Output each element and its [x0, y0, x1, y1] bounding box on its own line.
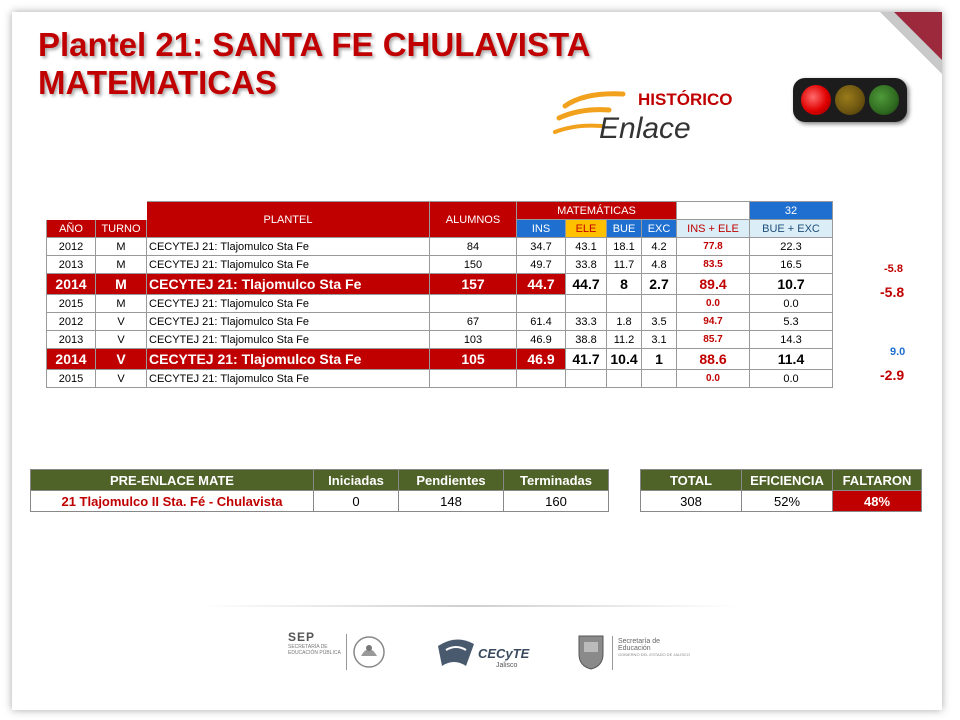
table-row [47, 313, 833, 331]
logo-divider [346, 634, 347, 670]
secretaria-line-3: GOBIERNO DEL ESTADO DE JALISCO [618, 652, 691, 657]
eficiencia-header: EFICIENCIA [742, 470, 833, 491]
exc-cell [642, 370, 677, 388]
sep-logo-sub1: SECRETARÍA DE [288, 644, 328, 650]
bue-exc-cell: 11.4 [750, 349, 833, 370]
header-alumnos: ALUMNOS [430, 202, 517, 238]
alumnos-cell [430, 370, 517, 388]
terminadas-header: Terminadas [504, 470, 609, 491]
exc-cell: 3.5 [642, 313, 677, 331]
ele-cell: 41.7 [566, 349, 607, 370]
terminadas-value: 160 [504, 491, 609, 512]
plantel-cell: CECYTEJ 21: Tlajomulco Sta Fe [147, 238, 430, 256]
turno-cell: V [96, 331, 147, 349]
bue-exc-cell: 0.0 [750, 295, 833, 313]
table-row [47, 238, 833, 256]
total-value: 308 [641, 491, 742, 512]
bue-cell: 8 [607, 274, 642, 295]
pre-enlace-header: PRE-ENLACE MATE [31, 470, 314, 491]
bue-cell: 11.2 [607, 331, 642, 349]
anio-cell: 2012 [47, 238, 96, 256]
exc-cell: 2.7 [642, 274, 677, 295]
historico-label: HISTÓRICO [638, 90, 733, 109]
faltaron-header: FALTARON [833, 470, 922, 491]
historic-results-table [46, 201, 833, 388]
secretaria-educacion-logo [618, 638, 690, 657]
side-difference-value: -5.8 [884, 263, 903, 275]
exc-cell: 4.2 [642, 238, 677, 256]
traffic-light-green [869, 85, 899, 115]
plantel-cell: CECYTEJ 21: Tlajomulco Sta Fe [147, 313, 430, 331]
anio-cell: 2014 [47, 274, 96, 295]
bue-cell [607, 370, 642, 388]
sep-logo-text: SEP [288, 630, 316, 644]
total-header: TOTAL [641, 470, 742, 491]
ele-cell: 33.8 [566, 256, 607, 274]
bue-exc-cell: 16.5 [750, 256, 833, 274]
plantel-cell: CECYTEJ 21: Tlajomulco Sta Fe [147, 256, 430, 274]
anio-cell: 2013 [47, 331, 96, 349]
exc-cell: 4.8 [642, 256, 677, 274]
side-difference-value: -2.9 [880, 367, 905, 383]
traffic-light-red [801, 85, 831, 115]
title-line-1: Plantel 21: SANTA FE CHULAVISTA [38, 26, 591, 63]
turno-cell: V [96, 370, 147, 388]
header-ins-ele: INS + ELE [677, 220, 750, 238]
turno-cell: V [96, 313, 147, 331]
turno-cell: M [96, 274, 147, 295]
header-plantel: PLANTEL [147, 202, 430, 238]
anio-cell: 2014 [47, 349, 96, 370]
ins-cell: 44.7 [517, 274, 566, 295]
ins-cell: 49.7 [517, 256, 566, 274]
secretaria-line-2: Educación [618, 645, 651, 652]
sep-logo [288, 630, 341, 656]
table-row [47, 274, 833, 295]
ins-cell: 46.9 [517, 349, 566, 370]
turno-cell: M [96, 238, 147, 256]
anio-cell: 2013 [47, 256, 96, 274]
ins-ele-cell: 88.6 [677, 349, 750, 370]
header-bue: BUE [607, 220, 642, 238]
ins-cell: 61.4 [517, 313, 566, 331]
exc-cell: 1 [642, 349, 677, 370]
bue-cell: 18.1 [607, 238, 642, 256]
anio-cell: 2015 [47, 370, 96, 388]
cecyte-jalisco-text: Jalisco [496, 662, 518, 669]
turno-cell: V [96, 349, 147, 370]
faltaron-value: 48% [833, 491, 922, 512]
bue-exc-cell: 14.3 [750, 331, 833, 349]
table-row [47, 295, 833, 313]
table-row [47, 370, 833, 388]
mexico-seal-icon [352, 634, 386, 670]
page-title [38, 26, 591, 102]
ele-cell [566, 295, 607, 313]
ins-ele-cell: 89.4 [677, 274, 750, 295]
header-exc: EXC [642, 220, 677, 238]
header-matematicas: MATEMÁTICAS [517, 202, 677, 220]
bue-exc-cell: 0.0 [750, 370, 833, 388]
turno-cell: M [96, 295, 147, 313]
ins-ele-cell: 85.7 [677, 331, 750, 349]
header-ele: ELE [566, 220, 607, 238]
title-line-2: MATEMATICAS [38, 64, 277, 101]
anio-cell: 2015 [47, 295, 96, 313]
header-bue-exc: BUE + EXC [750, 220, 833, 238]
ins-ele-cell: 0.0 [677, 295, 750, 313]
alumnos-cell: 67 [430, 313, 517, 331]
plantel-cell: CECYTEJ 21: Tlajomulco Sta Fe [147, 331, 430, 349]
bue-cell: 10.4 [607, 349, 642, 370]
header-turno: TURNO [96, 220, 147, 238]
alumnos-cell: 105 [430, 349, 517, 370]
pendientes-value: 148 [399, 491, 504, 512]
alumnos-cell [430, 295, 517, 313]
ins-cell: 46.9 [517, 331, 566, 349]
alumnos-cell: 103 [430, 331, 517, 349]
side-difference-value: -5.8 [880, 284, 905, 300]
historic-table-body [47, 238, 833, 388]
bue-cell [607, 295, 642, 313]
exc-cell: 3.1 [642, 331, 677, 349]
ins-cell [517, 370, 566, 388]
ins-ele-cell: 77.8 [677, 238, 750, 256]
header-count: 32 [750, 202, 833, 220]
plantel-cell: CECYTEJ 21: Tlajomulco Sta Fe [147, 370, 430, 388]
ins-ele-cell: 83.5 [677, 256, 750, 274]
eficiencia-value: 52% [742, 491, 833, 512]
bue-exc-cell: 10.7 [750, 274, 833, 295]
logo-divider-2 [612, 636, 613, 670]
bue-exc-cell: 5.3 [750, 313, 833, 331]
ele-cell: 38.8 [566, 331, 607, 349]
ins-cell [517, 295, 566, 313]
traffic-light-amber [835, 85, 865, 115]
iniciadas-header: Iniciadas [314, 470, 399, 491]
anio-cell: 2012 [47, 313, 96, 331]
enlace-logo-text: Enlace [599, 112, 691, 145]
jalisco-coat-of-arms-icon [576, 632, 606, 670]
plantel-cell: CECYTEJ 21: Tlajomulco Sta Fe [147, 295, 430, 313]
alumnos-cell: 150 [430, 256, 517, 274]
bue-cell: 1.8 [607, 313, 642, 331]
plantel-cell: CECYTEJ 21: Tlajomulco Sta Fe [147, 349, 430, 370]
ele-cell: 44.7 [566, 274, 607, 295]
iniciadas-value: 0 [314, 491, 399, 512]
header-ins: INS [517, 220, 566, 238]
sep-logo-sub2: EDUCACIÓN PÚBLICA [288, 650, 341, 656]
plantel-cell: CECYTEJ 21: Tlajomulco Sta Fe [147, 274, 430, 295]
bue-exc-cell: 22.3 [750, 238, 833, 256]
header-anio: AÑO [47, 220, 96, 238]
secretaria-line-1: Secretaría de [618, 638, 661, 645]
totals-table [640, 469, 922, 512]
cecyte-logo-icon [436, 636, 476, 670]
bue-cell: 11.7 [607, 256, 642, 274]
page-corner-fold [880, 12, 942, 74]
pre-enlace-table [30, 469, 609, 512]
ins-ele-cell: 0.0 [677, 370, 750, 388]
footer-divider [200, 605, 740, 607]
pendientes-header: Pendientes [399, 470, 504, 491]
turno-cell: M [96, 256, 147, 274]
plantel-name: 21 Tlajomulco II Sta. Fé - Chulavista [31, 491, 314, 512]
table-row [47, 349, 833, 370]
table-row [47, 331, 833, 349]
ele-cell: 33.3 [566, 313, 607, 331]
cecyte-logo-text: CECyTE [478, 646, 530, 661]
table-row [47, 256, 833, 274]
side-difference-value: 9.0 [890, 346, 906, 358]
alumnos-cell: 157 [430, 274, 517, 295]
ins-ele-cell: 94.7 [677, 313, 750, 331]
ins-cell: 34.7 [517, 238, 566, 256]
alumnos-cell: 84 [430, 238, 517, 256]
exc-cell [642, 295, 677, 313]
traffic-light [793, 78, 907, 122]
ele-cell [566, 370, 607, 388]
ele-cell: 43.1 [566, 238, 607, 256]
